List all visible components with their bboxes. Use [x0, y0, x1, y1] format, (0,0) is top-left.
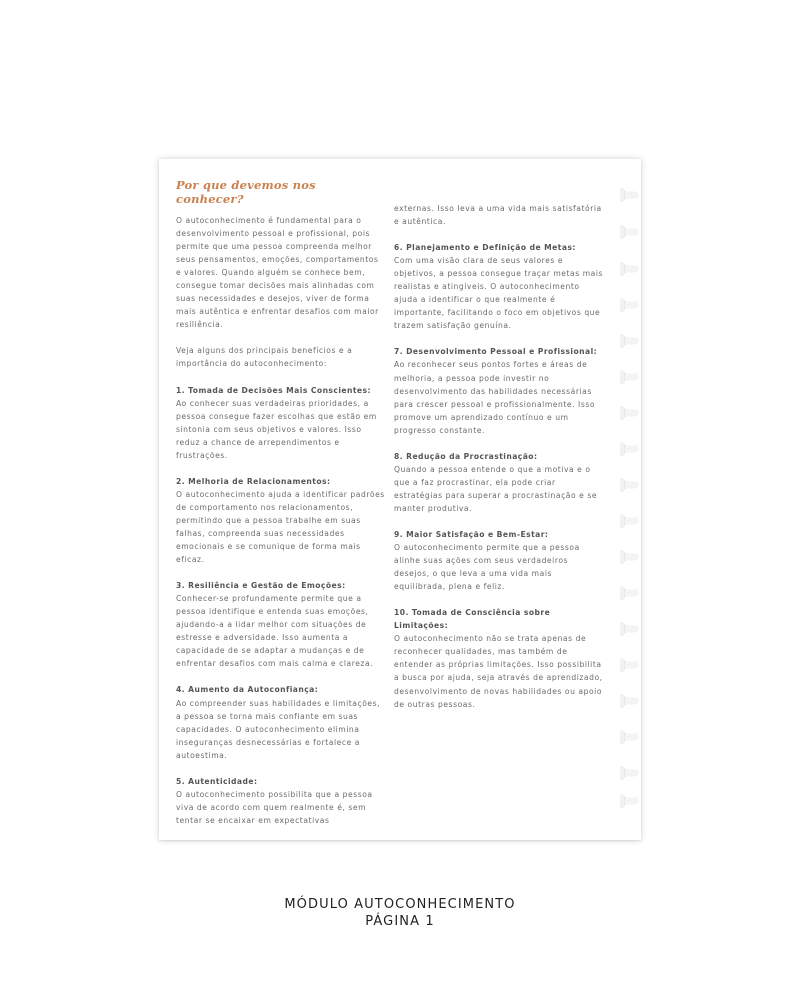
continuation-paragraph: externas. Isso leva a uma vida mais satisfatória e autêntica. [394, 204, 602, 227]
binder-ring-icon [620, 584, 638, 602]
benefit-section [394, 450, 604, 515]
lead-paragraph: Veja alguns dos principais benefícios e a importância do autoconhecimento: [176, 346, 353, 369]
binder-ring-icon [620, 223, 638, 241]
binder-ring-icon [620, 620, 638, 638]
section-body: Com uma visão clara de seus valores e objetivos, a pessoa consegue traçar metas mais realistas e atingíveis. O autoconhecimento ajuda a identificar o que realmente é importante, facilitando o foco em objetivos que trazem satisfação genuína. [394, 256, 604, 331]
benefit-section [394, 606, 604, 710]
benefit-section [176, 475, 386, 566]
page-number-label: PÁGINA 1 [365, 914, 435, 929]
benefit-section [394, 528, 604, 593]
benefit-section [176, 683, 386, 761]
binder-ring-icon [620, 368, 638, 386]
section-body: O autoconhecimento não se trata apenas de reconhecer qualidades, mas também de entender as próprias limitações. Isso possibilita a busca por ajuda, seja através de aprendizado, desenvolvimento de novas habilidades ou apoio de outras pessoas. [394, 634, 603, 709]
section-heading: 6. Planejamento e Definição de Metas: [394, 243, 576, 253]
binder-ring-icon [620, 692, 638, 710]
section-body: Ao conhecer suas verdadeiras prioridades, a pessoa consegue fazer escolhas que estão em sintonia com seus objetivos e valores. Isso reduz a chance de arrependimentos e frustrações. [176, 398, 377, 460]
section-heading: 7. Desenvolvimento Pessoal e Profissional: [394, 347, 598, 357]
binder-ring-icon [620, 548, 638, 566]
benefit-section [176, 384, 386, 462]
right-column [394, 202, 604, 724]
section-body: Ao reconhecer seus pontos fortes e áreas de melhoria, a pessoa pode investir no desenvolvimento das habilidades necessárias para crescer pessoal e profissionalmente. Isso promove um aprendizado contínuo e um progresso constante. [394, 360, 596, 435]
benefit-section [176, 579, 386, 670]
section-heading: 5. Autenticidade: [176, 776, 258, 786]
binder-ring-icon [620, 440, 638, 458]
benefit-section [176, 775, 386, 827]
section-heading: 4. Aumento da Autoconfiança: [176, 685, 319, 695]
module-label: MÓDULO AUTOCONHECIMENTO [284, 897, 516, 912]
section-body: O autoconhecimento possibilita que a pessoa viva de acordo com quem realmente é, sem tentar se encaixar em expectativas [176, 789, 373, 825]
binder-tabs [620, 186, 640, 826]
page-title: Por que devemos nos conhecer? [176, 178, 316, 206]
section-heading: 1. Tomada de Decisões Mais Conscientes: [176, 385, 371, 395]
binder-ring-icon [620, 296, 638, 314]
binder-ring-icon [620, 512, 638, 530]
binder-ring-icon [620, 260, 638, 278]
section-heading: 3. Resiliência e Gestão de Emoções: [176, 581, 346, 591]
binder-ring-icon [620, 764, 638, 782]
binder-ring-icon [620, 728, 638, 746]
intro-paragraph: O autoconhecimento é fundamental para o desenvolvimento pessoal e profissional, pois permite que uma pessoa compreenda melhor seus pensamentos, emoções, comportamentos e valores. Quando alguém se conhece bem, consegue tomar decisões mais alinhadas com suas necessidades e desejos, viver de forma mais autêntica e enfrentar desafios com maior resiliência. [176, 216, 379, 330]
section-body: O autoconhecimento permite que a pessoa alinhe suas ações com seus verdadeiros desejos, o que leva a uma vida mais equilibrada, plena e feliz. [394, 543, 580, 592]
section-body: Ao compreender suas habilidades e limitações, a pessoa se torna mais confiante em suas capacidades. O autoconhecimento elimina inseguranças desnecessárias e fortalece a autoestima. [176, 698, 381, 760]
binder-ring-icon [620, 656, 638, 674]
binder-ring-icon [620, 792, 638, 810]
binder-ring-icon [620, 332, 638, 350]
section-body: Conhecer-se profundamente permite que a pessoa identifique e entenda suas emoções, ajudando-a a lidar melhor com situações de estresse e adversidade. Isso aumenta a capacidade de se adaptar a mudanças e de enfrentar desafios com mais calma e clareza. [176, 594, 374, 669]
benefit-section [394, 345, 604, 436]
binder-ring-icon [620, 476, 638, 494]
section-heading: 8. Redução da Procrastinação: [394, 451, 538, 461]
left-column [176, 178, 386, 840]
section-heading: 2. Melhoria de Relacionamentos: [176, 476, 331, 486]
binder-ring-icon [620, 404, 638, 422]
section-body: O autoconhecimento ajuda a identificar padrões de comportamento nos relacionamentos, permitindo que a pessoa trabalhe em suas falhas, compreenda suas necessidades emocionais e se comunique de forma mais eficaz. [176, 489, 385, 565]
section-body: Quando a pessoa entende o que a motiva e o que a faz procrastinar, ela pode criar estratégias para superar a procrastinação e se manter produtiva. [394, 464, 598, 513]
section-heading: 10. Tomada de Consciência sobre Limitações: [394, 608, 551, 631]
benefit-section [394, 241, 604, 332]
section-heading: 9. Maior Satisfação e Bem-Estar: [394, 529, 549, 539]
binder-ring-icon [620, 186, 638, 204]
